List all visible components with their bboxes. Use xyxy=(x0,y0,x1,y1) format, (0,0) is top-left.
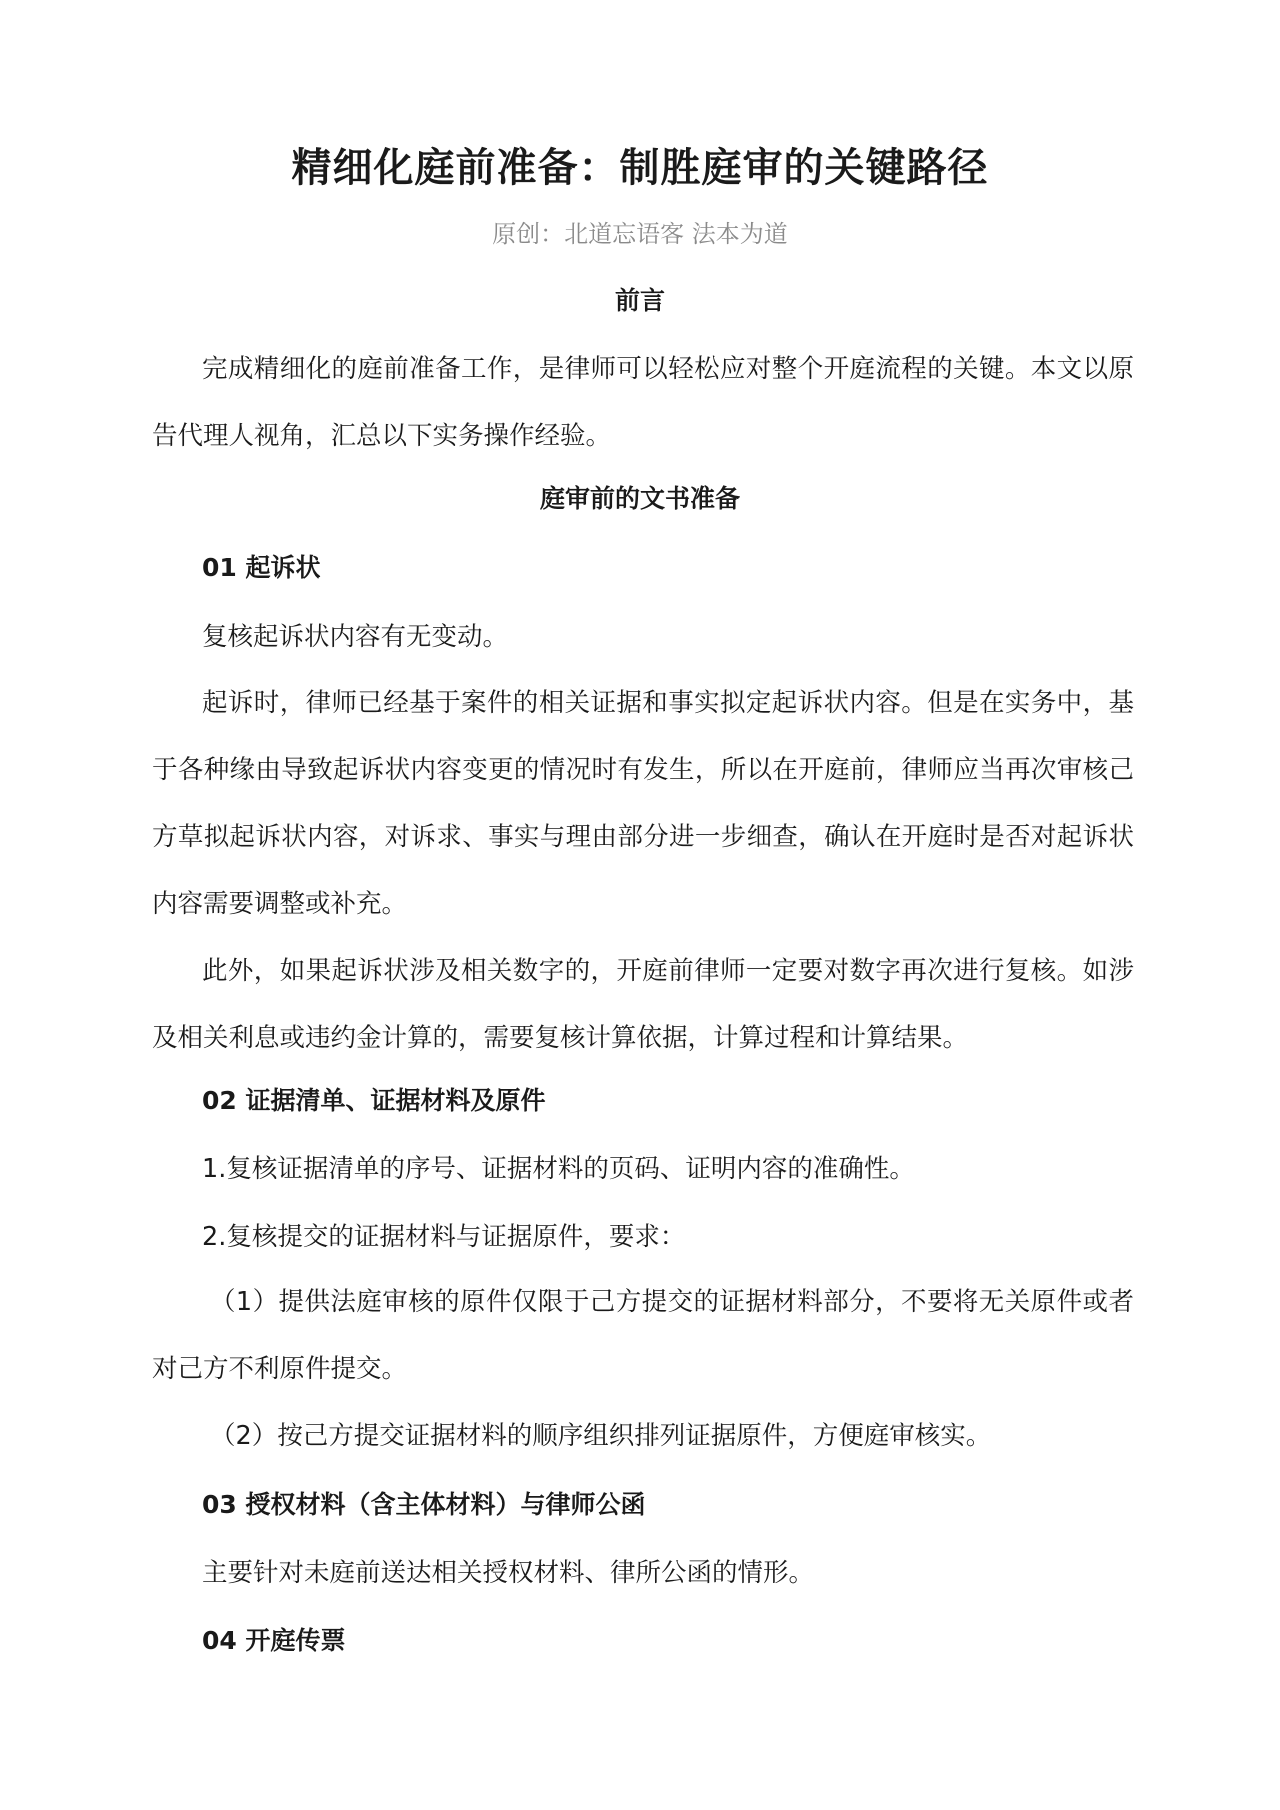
preface-heading: 前言 xyxy=(614,286,665,315)
section-02-item-1: （1）提供法庭审核的原件仅限于己方提交的证据材料部分，不要将无关原件或者对己方不利原件提交。 xyxy=(152,1287,1134,1384)
article-title: 精细化庭前准备：制胜庭审的关键路径 xyxy=(291,145,989,191)
section-01-paragraph-2: 起诉时，律师已经基于案件的相关证据和事实拟定起诉状内容。但是在实务中，基于各种缘由导致起诉状内容变更的情况时有发生，所以在开庭前，律师应当再次审核己方草拟起诉状内容，对诉求、事实与理由部分进一步细查，确认在开庭时是否对起诉状内容需要调整或补充。 xyxy=(152,688,1134,919)
section-02-item-2: （2）按己方提交证据材料的顺序组织排列证据原件，方便庭审核实。 xyxy=(210,1421,992,1451)
article-byline: 原创：北道忘语客 法本为道 xyxy=(492,220,788,248)
section-01-paragraph-1: 复核起诉状内容有无变动。 xyxy=(202,622,509,652)
section-03-heading: 03 授权材料（含主体材料）与律师公函 xyxy=(202,1490,646,1519)
section-02-heading: 02 证据清单、证据材料及原件 xyxy=(202,1086,546,1115)
section-01-paragraph-3: 此外，如果起诉状涉及相关数字的，开庭前律师一定要对数字再次进行复核。如涉及相关利息或违约金计算的，需要复核计算依据，计算过程和计算结果。 xyxy=(152,956,1134,1053)
preface-paragraph: 完成精细化的庭前准备工作，是律师可以轻松应对整个开庭流程的关键。本文以原告代理人视角，汇总以下实务操作经验。 xyxy=(152,354,1134,451)
section-heading: 庭审前的文书准备 xyxy=(539,484,740,513)
section-02-paragraph-1: 1.复核证据清单的序号、证据材料的页码、证明内容的准确性。 xyxy=(202,1154,915,1184)
section-03-paragraph-1: 主要针对未庭前送达相关授权材料、律所公函的情形。 xyxy=(202,1558,815,1588)
section-01-heading: 01 起诉状 xyxy=(202,553,321,582)
section-04-heading: 04 开庭传票 xyxy=(202,1626,346,1655)
section-02-paragraph-2: 2.复核提交的证据材料与证据原件，要求： xyxy=(202,1222,686,1252)
